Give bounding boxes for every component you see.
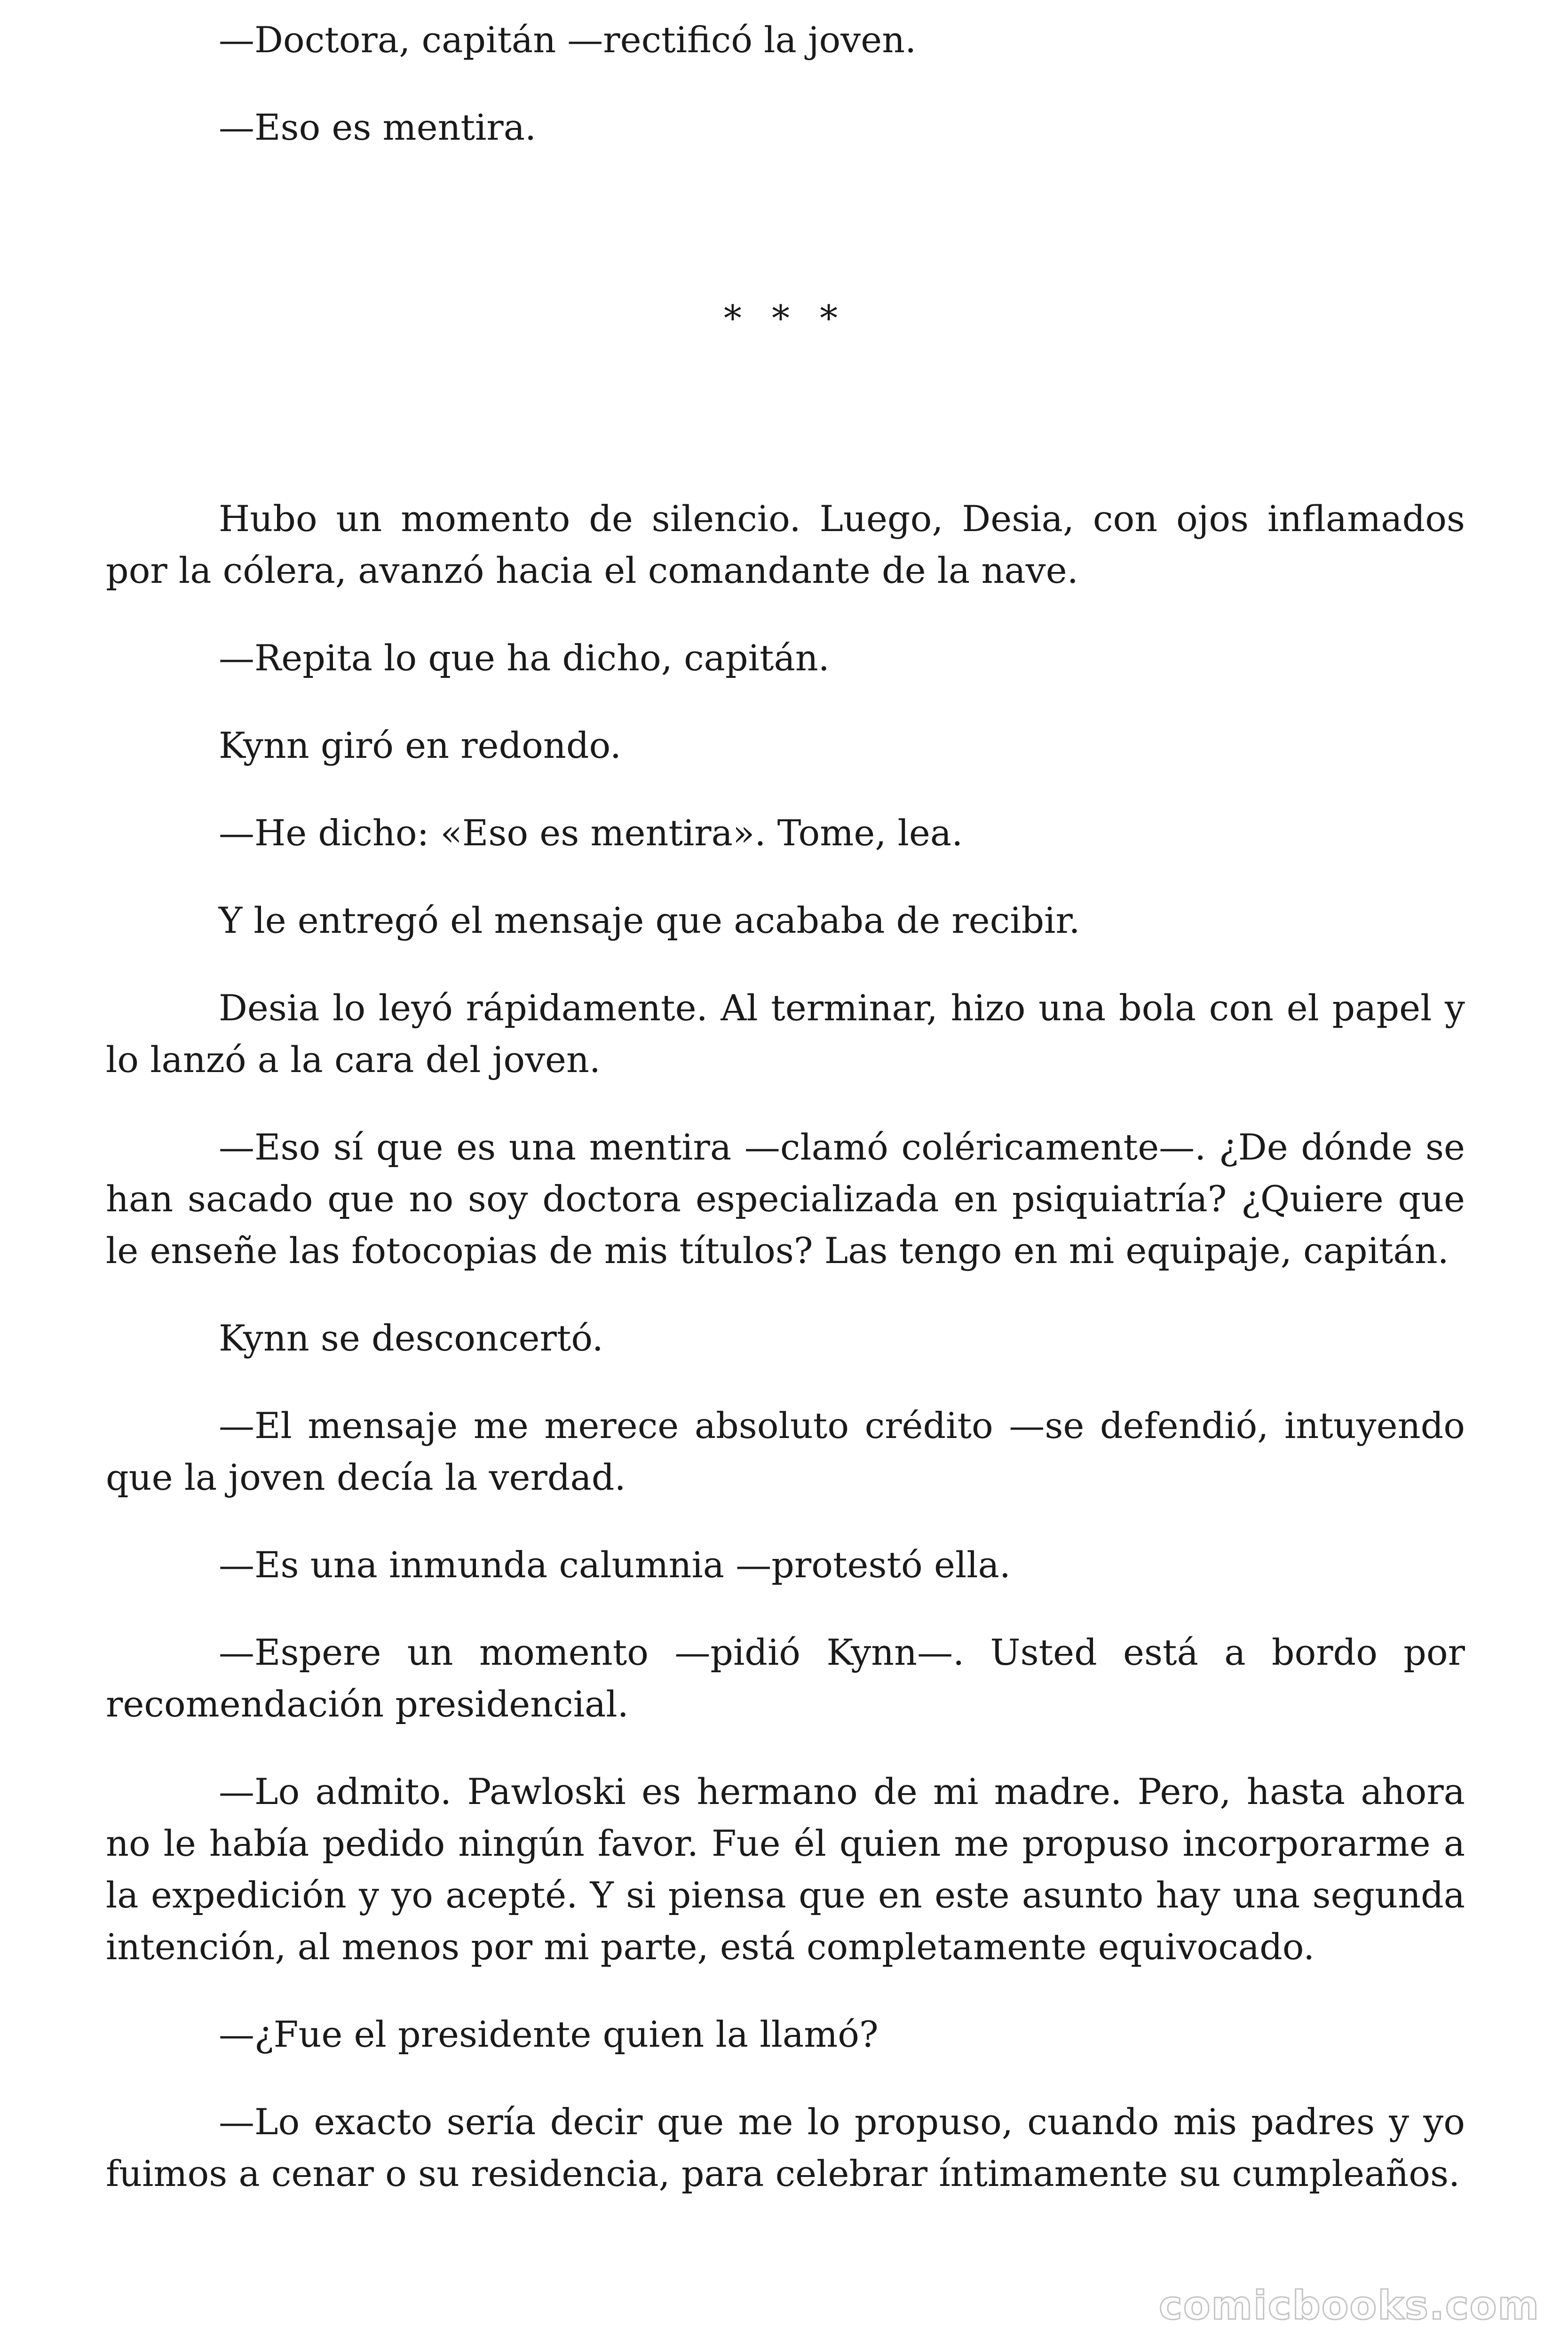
paragraph: —Lo admito. Pawloski es hermano de mi madre. Pero, hasta ahora no le había pedido ningún favor. Fue él quien me propuso incorporarme a la expedición y yo acepté. Y si piensa que en este asunto hay una segunda intención, al menos por mi parte, está completamente equivocado. bbox=[106, 1771, 1465, 1968]
text-column bbox=[106, 14, 1465, 2235]
paragraph: —¿Fue el presidente quien la llamó? bbox=[219, 2013, 879, 2055]
paragraph: —Lo exacto sería decir que me lo propuso, cuando mis padres y yo fuimos a cenar o su residencia, para celebrar íntimamente su cumpleaños. bbox=[106, 2101, 1465, 2194]
paragraph: Kynn se desconcertó. bbox=[219, 1317, 603, 1359]
paragraph: Kynn giró en redondo. bbox=[219, 724, 622, 766]
paragraph: Hubo un momento de silencio. Luego, Desia, con ojos inflamados por la cólera, avanzó hacia el comandante de la nave. bbox=[106, 498, 1465, 591]
paragraph: —Doctora, capitán —rectificó la joven. bbox=[219, 19, 917, 61]
paragraph: Y le entregó el mensaje que acababa de recibir. bbox=[219, 899, 1080, 941]
paragraph: —Eso es mentira. bbox=[219, 106, 537, 148]
paragraph: —Es una inmunda calumnia —protestó ella. bbox=[219, 1544, 1011, 1586]
paragraph: —Eso sí que es una mentira —clamó coléricamente—. ¿De dónde se han sacado que no soy doctora especializada en psiquiatría? ¿Quiere que le enseñe las fotocopias de mis títulos? Las tengo en mi equipaje, capitán. bbox=[106, 1126, 1465, 1271]
paragraph: Desia lo leyó rápidamente. Al terminar, hizo una bola con el papel y lo lanzó a la cara del joven. bbox=[106, 987, 1465, 1081]
paragraph: —El mensaje me merece absoluto crédito —se defendió, intuyendo que la joven decía la verdad. bbox=[106, 1405, 1465, 1498]
paragraph: —Espere un momento —pidió Kynn—. Usted está a bordo por recomendación presidencial. bbox=[106, 1631, 1465, 1725]
paragraph: —He dicho: «Eso es mentira». Tome, lea. bbox=[219, 812, 963, 854]
section-break: * * * bbox=[723, 297, 847, 339]
paragraph: —Repita lo que ha dicho, capitán. bbox=[219, 637, 830, 679]
watermark: comicbooks.com bbox=[1159, 2282, 1540, 2328]
